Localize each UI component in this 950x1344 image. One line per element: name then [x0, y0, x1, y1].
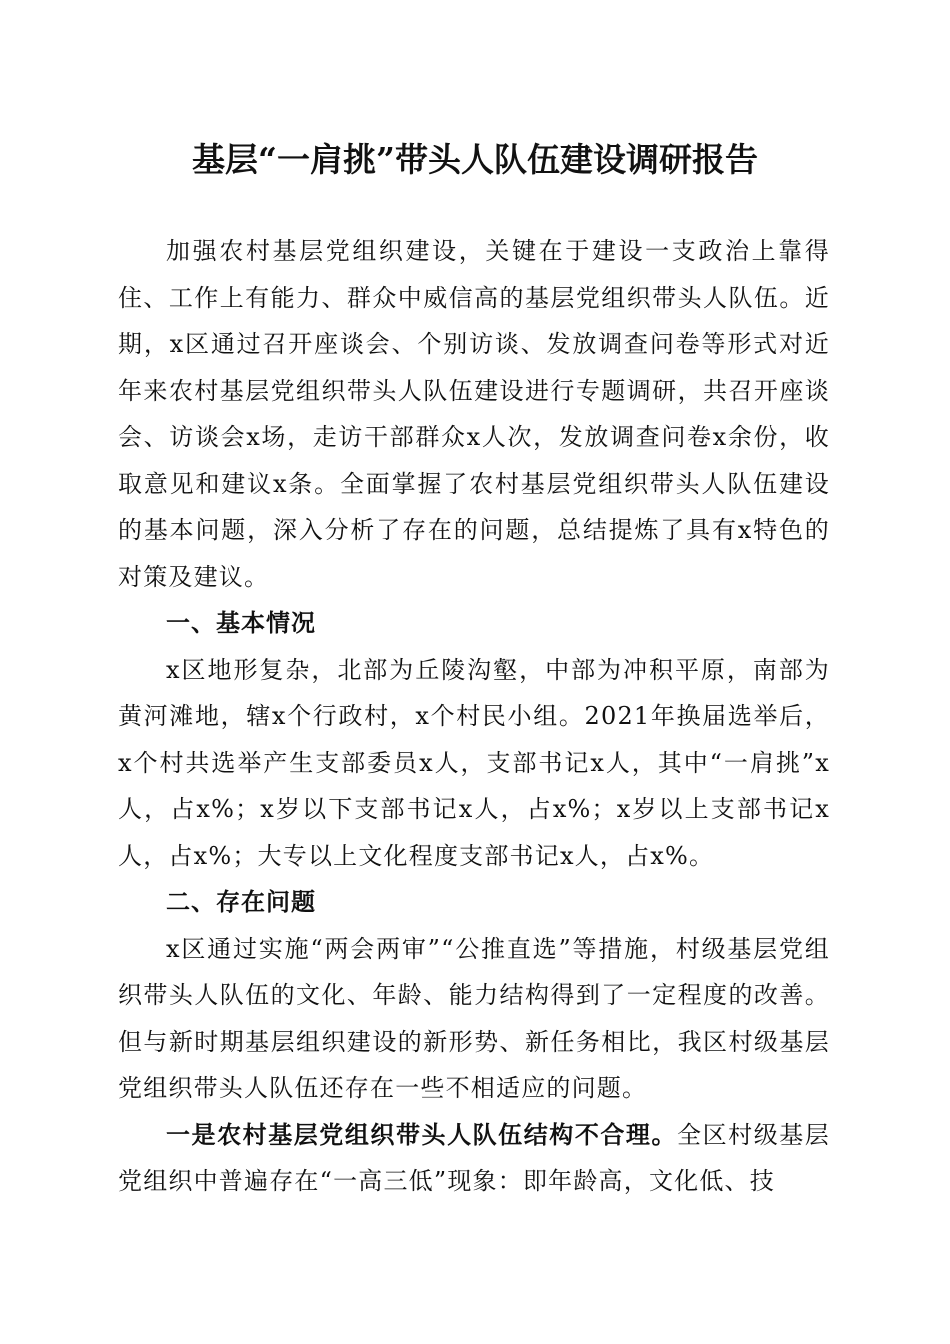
problem-point-text: 全区村级基层党组织中普遍存在“一高三低”现象：即年龄高，文化低、技	[118, 1120, 831, 1195]
section-heading-basic: 一、基本情况	[166, 609, 316, 637]
document-title: 基层“一肩挑”带头人队伍建设调研报告	[192, 140, 758, 179]
document-body	[118, 228, 830, 1205]
problem-point-paragraph	[118, 1112, 830, 1205]
basic-situation-paragraph: x区地形复杂，北部为丘陵沟壑，中部为冲积平原，南部为黄河滩地，辖x个行政村，x个村民小组。2021年换届选举后，x个村共选举产生支部委员x人，支部书记x人，其中“一肩挑”x人，占x%；x岁以下支部书记x人，占x%；x岁以上支部书记x人，占x%；大专以上文化程度支部书记x人，占x%。	[118, 655, 830, 870]
section-heading-problems: 二、存在问题	[166, 888, 316, 916]
intro-paragraph: 加强农村基层党组织建设，关键在于建设一支政治上靠得住、工作上有能力、群众中威信高的基层党组织带头人队伍。近期，x区通过召开座谈会、个别访谈、发放调查问卷等形式对近年来农村基层党组织带头人队伍建设进行专题调研，共召开座谈会、访谈会x场，走访干部群众x人次，发放调查问卷x余份，收取意见和建议x条。全面掌握了农村基层党组织带头人队伍建设的基本问题，深入分析了存在的问题，总结提炼了具有x特色的对策及建议。	[118, 237, 830, 591]
problem-point-lead: 一是农村基层党组织带头人队伍结构不合理。	[166, 1119, 678, 1149]
problems-paragraph: x区通过实施“两会两审”“公推直选”等措施，村级基层党组织带头人队伍的文化、年龄、能力结构得到了一定程度的改善。但与新时期基层组织建设的新形势、新任务相比，我区村级基层党组织带头人队伍还存在一些不相适应的问题。	[118, 934, 830, 1102]
